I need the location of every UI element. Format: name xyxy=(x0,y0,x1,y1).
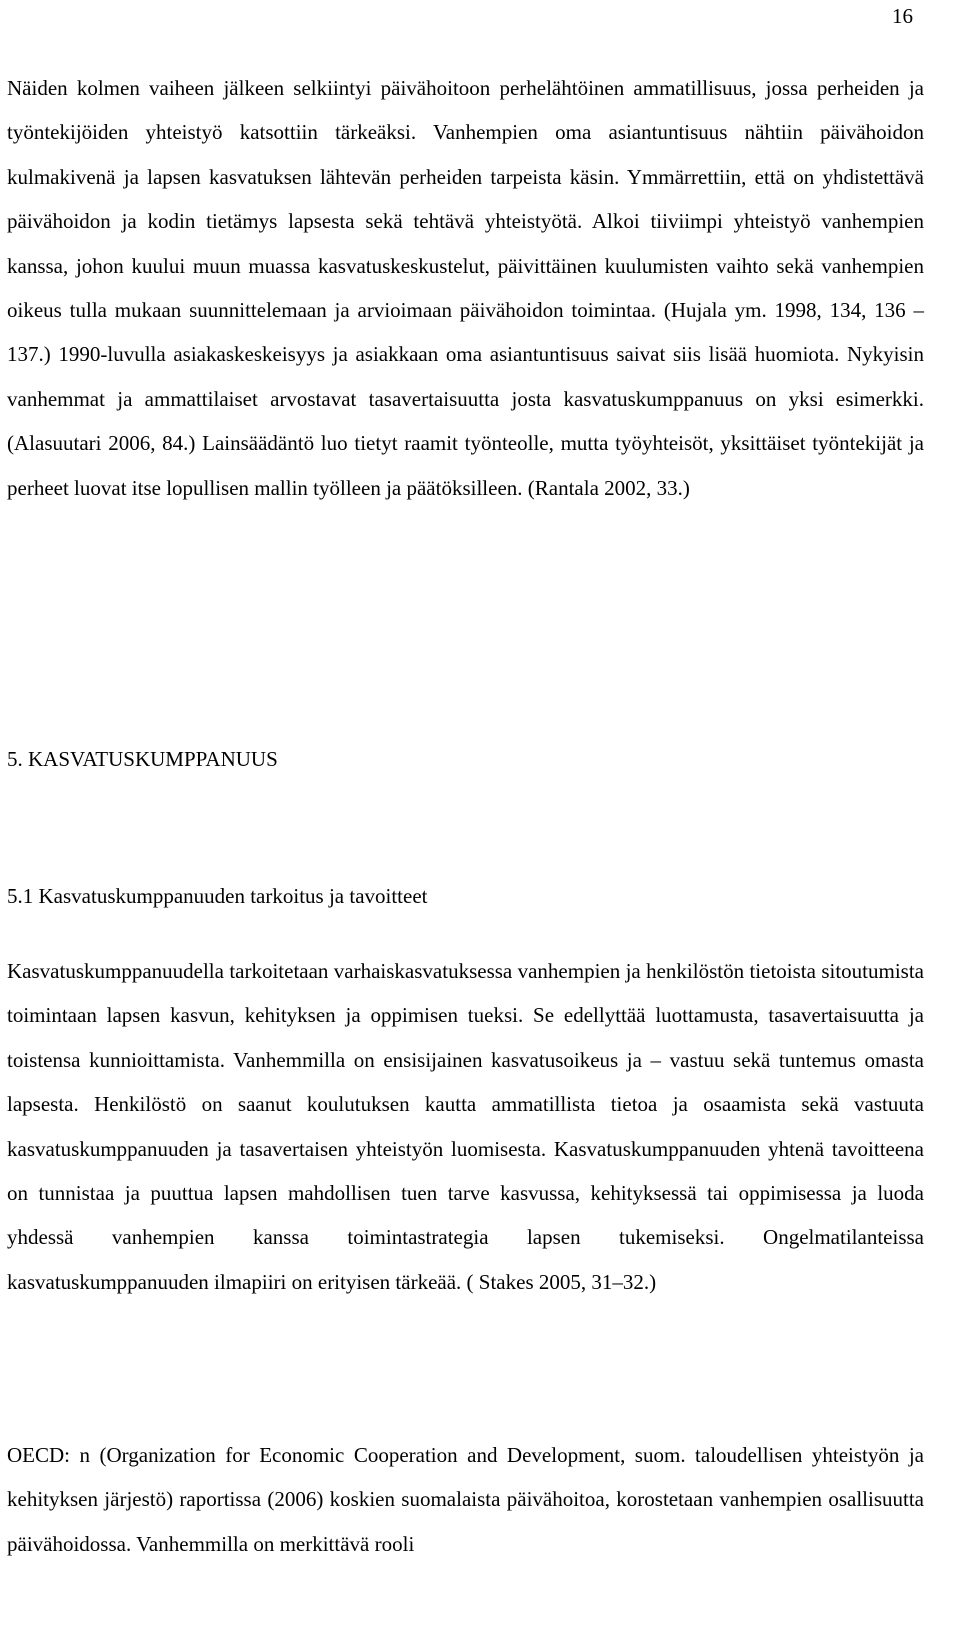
page-number: 16 xyxy=(892,4,913,28)
paragraph-definition: Kasvatuskumppanuudella tarkoitetaan varhaiskasvatuksessa vanhempien ja henkilöstön tietoista sitoutumista toimintaan lapsen kasvun, kehityksen ja oppimisen tueksi. Se edellyttää luottamusta, tasavertaisuutta ja toistensa kunnioittamista. Vanhemmilla on ensisijainen kasvatusoikeus ja – vastuu sekä tuntemus omasta lapsesta. Henkilöstö on saanut koulutuksen kautta ammatillista tietoa ja osaamista sekä vastuuta kasvatuskumppanuuden ja tasavertaisen yhteistyön luomisesta. Kasvatuskumppanuuden yhtenä tavoitteena on tunnistaa ja puuttua lapsen mahdollisen tuen tarve kasvussa, kehityksessä tai oppimisessa ja luoda yhdessä vanhempien kanssa toimintastrategia lapsen tukemiseksi. Ongelmatilanteissa kasvatuskumppanuuden ilmapiiri on erityisen tärkeää. ( Stakes 2005, 31–32.) xyxy=(7,959,924,1294)
paragraph-oecd: OECD: n (Organization for Economic Cooperation and Development, suom. taloudellisen yhteistyön ja kehityksen järjestö) raportissa (2006) koskien suomalaista päivähoitoa, korostetaan vanhempien osallisuutta päivähoidossa. Vanhemmilla on merkittävä rooli xyxy=(7,1443,924,1556)
document-body xyxy=(7,66,924,1556)
subsection-heading: 5.1 Kasvatuskumppanuuden tarkoitus ja tavoitteet xyxy=(7,884,428,908)
paragraph-history: Näiden kolmen vaiheen jälkeen selkiintyi päivähoitoon perhelähtöinen ammatillisuus, jossa perheiden ja työntekijöiden yhteistyö katsottiin tärkeäksi. Vanhempien oma asiantuntisuus nähtiin päivähoidon kulmakivenä ja lapsen kasvatuksen lähtevän perheiden tarpeista käsin. Ymmärrettiin, että on yhdistettävä päivähoidon ja kodin tietämys lapsesta sekä tehtävä yhteistyötä. Alkoi tiiviimpi yhteistyö vanhempien kanssa, johon kuului muun muassa kasvatuskeskustelut, päivittäinen kuulumisten vaihto sekä vanhempien oikeus tulla mukaan suunnittelemaan ja arvioimaan päivähoidon toimintaa. (Hujala ym. 1998, 134, 136 – 137.) 1990-luvulla asiakaskeskeisyys ja asiakkaan oma asiantuntisuus saivat siis lisää huomiota. Nykyisin vanhemmat ja ammattilaiset arvostavat tasavertaisuutta josta kasvatuskumppanuus on yksi esimerkki. (Alasuutari 2006, 84.) Lainsäädäntö luo tietyt raamit työnteolle, mutta työyhteisöt, yksittäiset työntekijät ja perheet luovat itse lopullisen mallin työlleen ja päätöksilleen. (Rantala 2002, 33.) xyxy=(7,76,924,500)
section-heading: 5. KASVATUSKUMPPANUUS xyxy=(7,747,278,771)
